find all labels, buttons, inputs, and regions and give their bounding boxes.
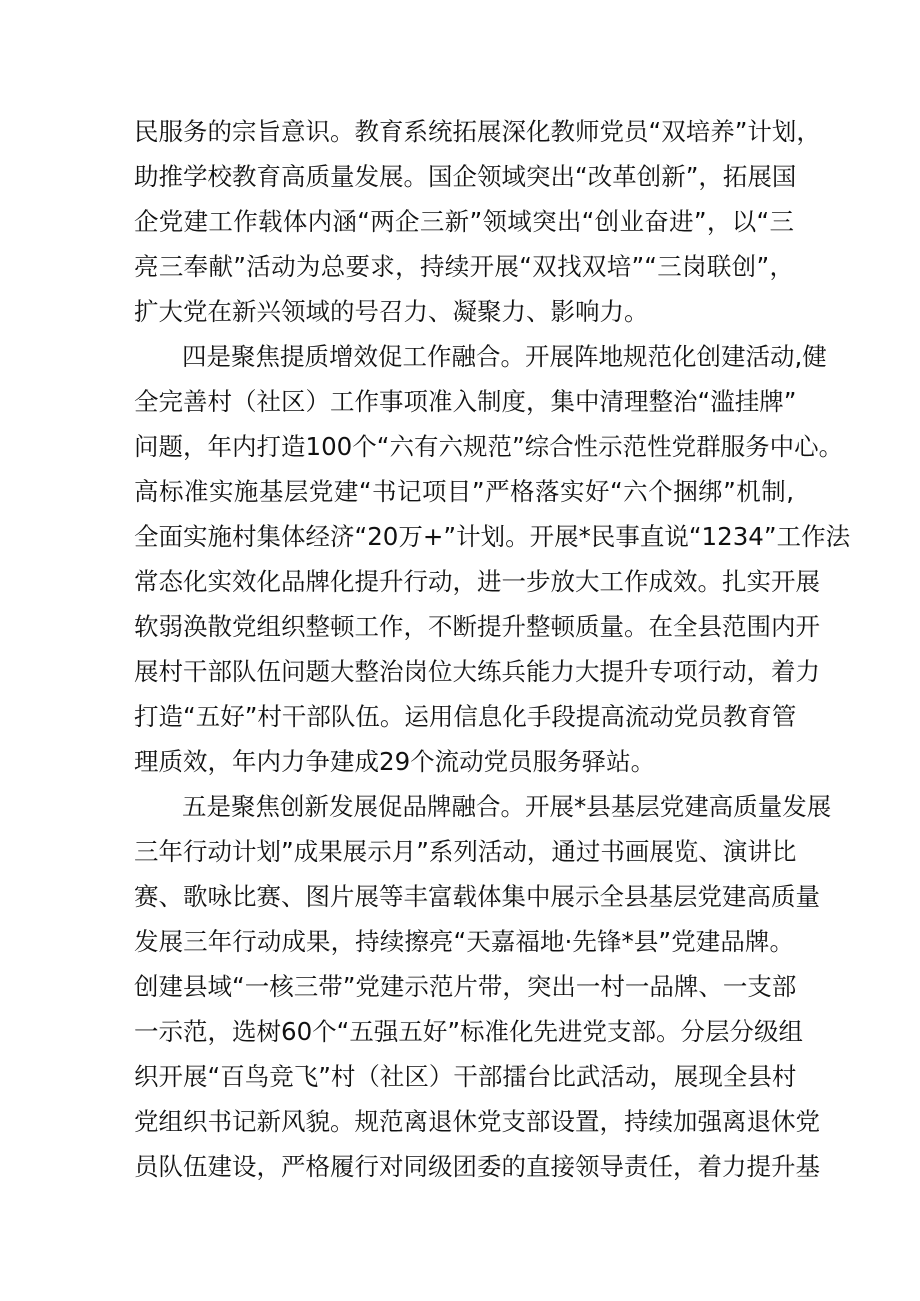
paragraph-first-line: 四是聚焦提质增效促工作融合。开展阵地规范化创建活动,健 [182, 342, 827, 371]
text-line: 企党建工作载体内涵“两企三新”领域突出“创业奋进”，以“三 [134, 207, 794, 236]
text-line: 员队伍建设，严格履行对同级团委的直接领导责任，着力提升基 [134, 1152, 820, 1181]
text-line: 民服务的宗旨意识。教育系统拓展深化教师党员“双培养”计划， [134, 117, 821, 146]
paragraph-first-line: 五是聚焦创新发展促品牌融合。开展*县基层党建高质量发展 [182, 792, 832, 821]
text-line: 发展三年行动成果，持续擦亮“天嘉福地·先锋*县”党建品牌。 [134, 927, 794, 956]
text-line: 高标准实施基层党建“书记项目”严格落实好“六个捆绑”机制, [134, 477, 794, 506]
text-line: 问题，年内打造100个“六有六规范”综合性示范性党群服务中心。 [134, 432, 844, 461]
text-line: 打造“五好”村干部队伍。运用信息化手段提高流动党员教育管 [134, 702, 797, 731]
text-line: 赛、歌咏比赛、图片展等丰富载体集中展示全县基层党建高质量 [134, 882, 820, 911]
text-line: 展村干部队伍问题大整治岗位大练兵能力大提升专项行动，着力 [134, 657, 820, 686]
text-line: 常态化实效化品牌化提升行动，进一步放大工作成效。扎实开展 [134, 567, 820, 596]
text-line: 织开展“百鸟竞飞”村（社区）干部擂台比武活动，展现全县村 [134, 1062, 797, 1091]
text-line: 一示范，选树60个“五强五好”标准化先进党支部。分层分级组 [134, 1017, 804, 1046]
text-line: 助推学校教育高质量发展。国企领域突出“改革创新”，拓展国 [134, 162, 797, 191]
text-line: 创建县域“一核三带”党建示范片带，突出一村一品牌、一支部 [134, 972, 797, 1001]
text-line: 理质效，年内力争建成29个流动党员服务驿站。 [134, 747, 656, 776]
text-line: 全完善村（社区）工作事项准入制度，集中清理整治“滥挂牌” [134, 387, 797, 416]
text-line: 扩大党在新兴领域的号召力、凝聚力、影响力。 [134, 297, 649, 326]
text-line: 软弱涣散党组织整顿工作，不断提升整顿质量。在全县范围内开 [134, 612, 820, 641]
text-line: 亮三奉献”活动为总要求，持续开展“双找双培”“三岗联创”， [134, 252, 794, 281]
text-line: 党组织书记新风貌。规范离退休党支部设置，持续加强离退休党 [134, 1107, 820, 1136]
text-line: 三年行动计划”成果展示月”系列活动，通过书画展览、演讲比 [134, 837, 797, 866]
text-line: 全面实施村集体经济“20万+”计划。开展*民事直说“1234”工作法 [134, 522, 851, 551]
